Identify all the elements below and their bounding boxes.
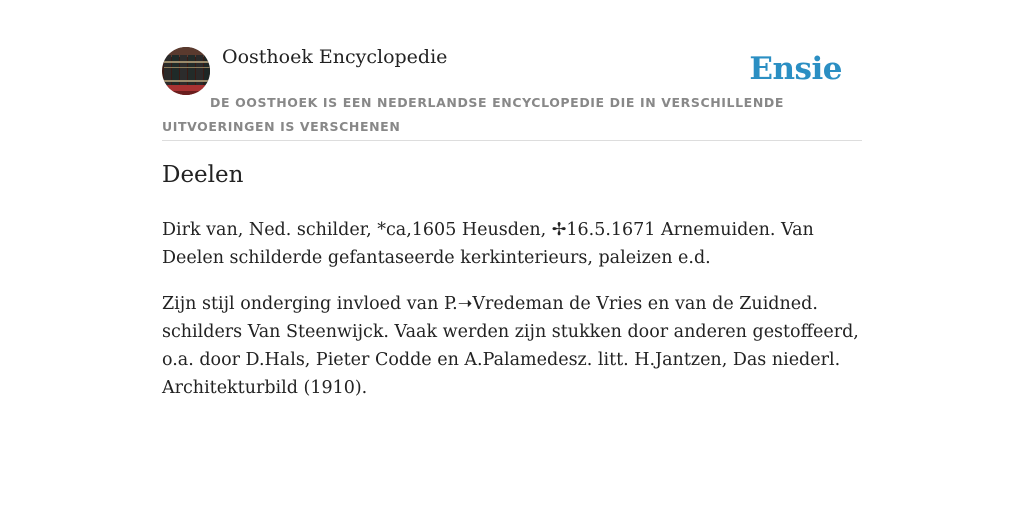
source-tagline: DE OOSTHOEK IS EEN NEDERLANDSE ENCYCLOPEDIE DIE IN VERSCHILLENDE UITVOERINGEN IS VERSCHENEN [162,95,784,134]
source-name-link[interactable]: Oosthoek Encyclopedie [222,46,448,68]
encyclopedia-books-icon[interactable] [162,47,210,95]
article-body [162,216,862,420]
article-paragraph: Zijn stijl onderging invloed van P.➝Vredeman de Vries en van de Zuidned. schilders Van Steenwijck. Vaak werden zijn stukken door anderen gestoffeerd, o.a. door D.Hals, Pieter Codde en A.Palamedesz. litt. H.Jantzen, Das niederl. Architekturbild (1910). [162,294,859,398]
page-header [162,46,862,141]
article-title: Deelen [162,162,244,188]
ensie-logo-link[interactable]: Ensie [749,51,842,87]
article-paragraph: Dirk van, Ned. schilder, *ca,1605 Heusden, ✢16.5.1671 Arnemuiden. Van Deelen schilderde gefantaseerde kerkinterieurs, paleizen e.d. [162,220,814,268]
